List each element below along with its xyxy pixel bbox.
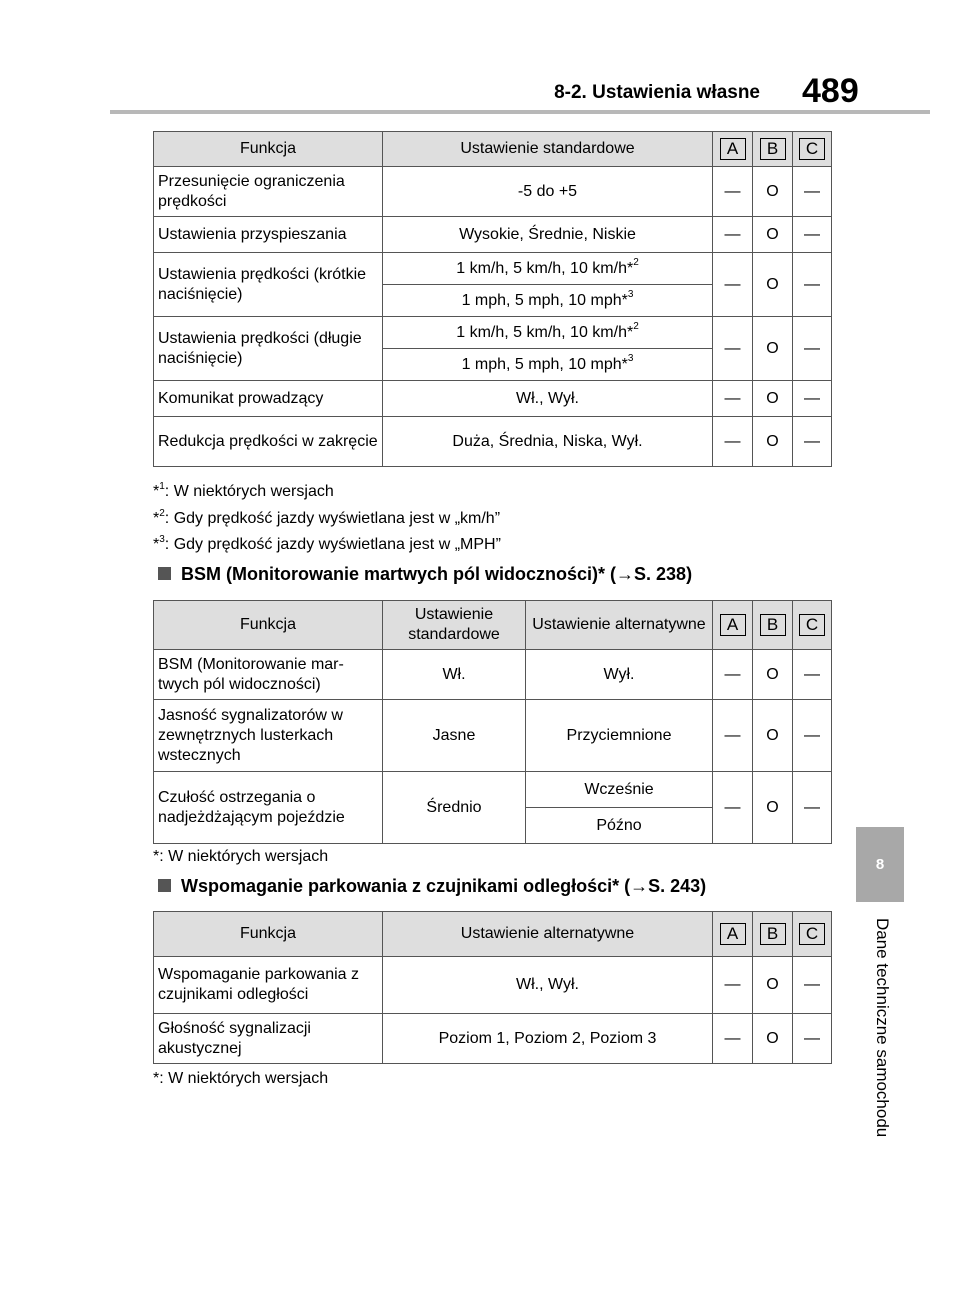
col-header-a: A <box>713 912 753 957</box>
table-row: Komunikat prowadzący Wł., Wył. — O — <box>154 381 832 417</box>
col-header-alternative: Ustawienie alternatywne <box>383 912 713 957</box>
footnote-2: *$^2$: Gdy prędkość jazdy wyświetlana jest w „km/h” <box>153 507 501 527</box>
square-bullet-icon <box>158 879 171 892</box>
arrow-right-icon: → <box>630 876 649 896</box>
footnote: *: W niektórych wersjach <box>153 1070 329 1087</box>
settings-table-1 <box>153 131 832 467</box>
page-reference-link[interactable]: S. 243) <box>648 876 707 896</box>
table-row: 1 mph, 5 mph, 10 mph*$^3$ <box>154 349 832 381</box>
square-bullet-icon <box>158 567 171 580</box>
col-header-b: B <box>753 601 793 650</box>
col-header-function: Funkcja <box>154 132 383 167</box>
table-row: Wspomaganie parkowania z czujnikami odległości Wł., Wył. — O — <box>154 957 832 1014</box>
page-number: 489 <box>802 72 859 110</box>
col-header-c: C <box>793 912 832 957</box>
section-heading-bsm: BSM (Monitorowanie martwych pól widoczności)* (→S. 238) <box>158 564 692 585</box>
page-reference-link[interactable]: S. 238) <box>634 564 693 584</box>
chapter-label: Dane techniczne samochodu <box>873 918 892 1138</box>
chapter-tab[interactable]: 8 <box>856 827 904 902</box>
section-heading-parking: Wspomaganie parkowania z czujnikami odległości* (→S. 243) <box>158 876 706 897</box>
table-row: BSM (Monitorowanie mar-twych pól widoczności) Wł. Wył. — O — <box>154 650 832 700</box>
table-row: Przesunięcie ograniczenia prędkości -5 do +5 — O — <box>154 167 832 217</box>
header-rule <box>110 110 930 114</box>
footnote: *: W niektórych wersjach <box>153 848 329 865</box>
settings-table-2 <box>153 600 832 844</box>
table-row: Późno <box>154 808 832 844</box>
header-title: 8-2. Ustawienia własne <box>554 82 760 103</box>
col-header-a: A <box>713 132 753 167</box>
table-row: Czułość ostrzegania o nadjeżdżającym pojeździe Średnio Wcześnie — O — <box>154 772 832 808</box>
table-row: Redukcja prędkości w zakręcie Duża, Średnia, Niska, Wył. — O — <box>154 417 832 467</box>
table-row: Jasność sygnalizatorów w zewnętrznych lusterkach wstecznych Jasne Przyciemnione — O — <box>154 700 832 772</box>
col-header-standard: Ustawienie standardowe <box>383 601 526 650</box>
footnote-3: *$^3$: Gdy prędkość jazdy wyświetlana jest w „MPH” <box>153 533 501 553</box>
col-header-b: B <box>753 132 793 167</box>
settings-table-3 <box>153 911 832 1064</box>
table-row: 1 mph, 5 mph, 10 mph*$^3$ <box>154 285 832 317</box>
col-header-standard: Ustawienie standardowe <box>383 132 713 167</box>
col-header-alternative: Ustawienie alternatywne <box>526 601 713 650</box>
col-header-c: C <box>793 601 832 650</box>
table-row: Ustawienia prędkości (krótkie naciśnięcie) 1 km/h, 5 km/h, 10 km/h*$^2$ — O — <box>154 253 832 285</box>
table-row: Ustawienia przyspieszania Wysokie, Średnie, Niskie — O — <box>154 217 832 253</box>
table-row: Głośność sygnalizacji akustycznej Poziom 1, Poziom 2, Poziom 3 — O — <box>154 1014 832 1064</box>
table-row: Ustawienia prędkości (długie naciśnięcie) 1 km/h, 5 km/h, 10 km/h*$^2$ — O — <box>154 317 832 349</box>
footnote-1: *$^1$: W niektórych wersjach <box>153 480 334 500</box>
col-header-function: Funkcja <box>154 912 383 957</box>
col-header-function: Funkcja <box>154 601 383 650</box>
col-header-c: C <box>793 132 832 167</box>
col-header-b: B <box>753 912 793 957</box>
col-header-a: A <box>713 601 753 650</box>
arrow-right-icon: → <box>616 564 635 584</box>
